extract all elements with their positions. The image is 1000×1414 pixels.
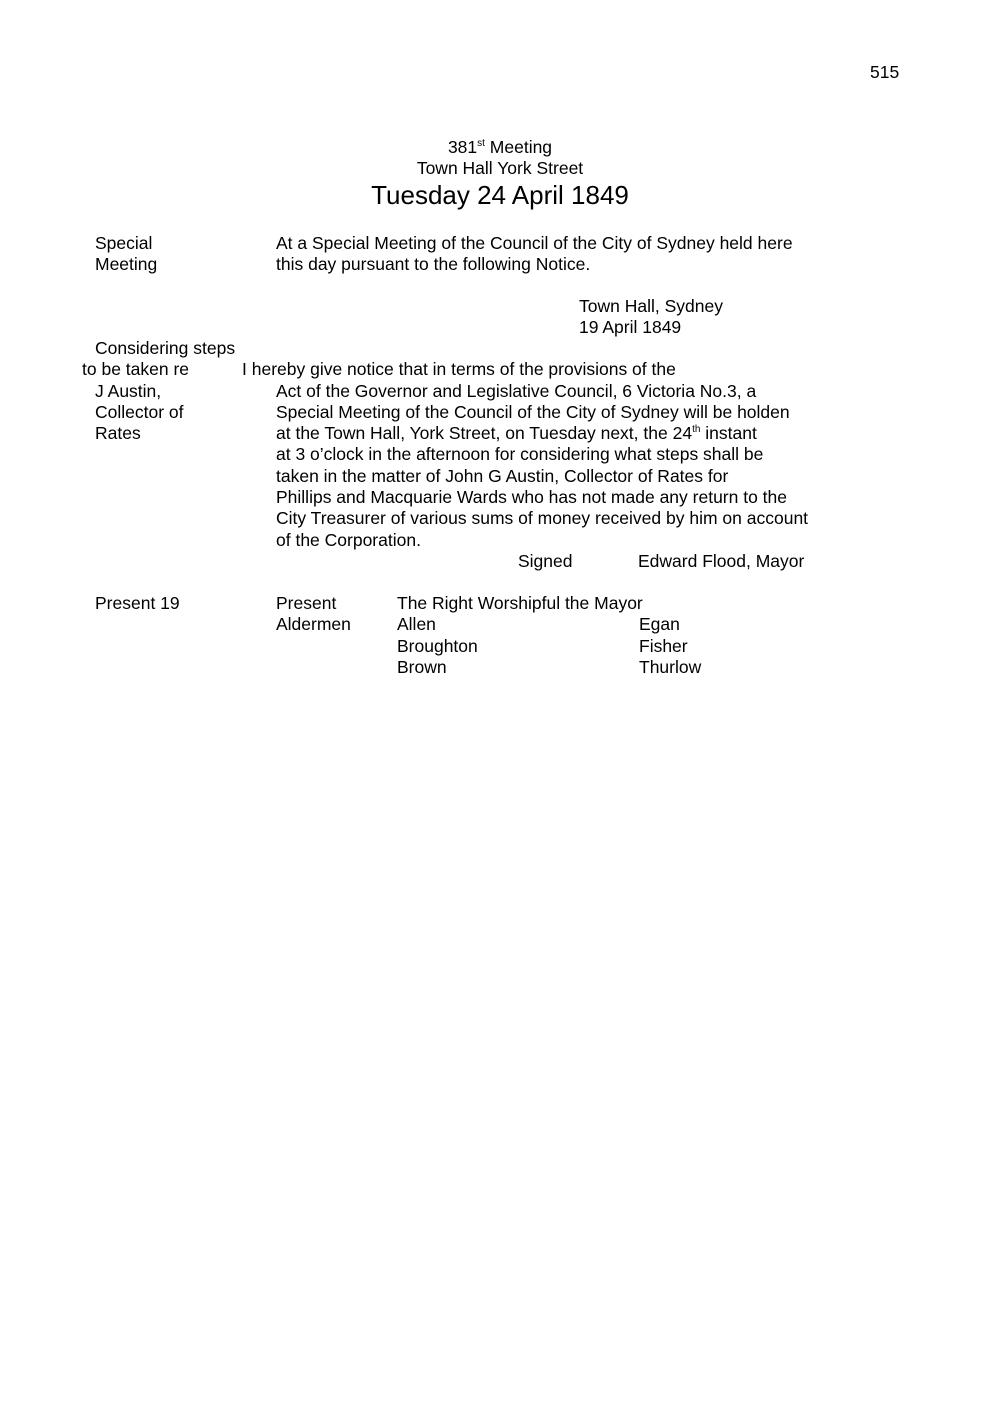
page-number: 515 [870,62,900,82]
margin-note-special-1: Special [95,233,153,253]
alderman-name: Allen [397,614,436,634]
notice-text-7: of the Corporation. [276,530,421,550]
notice-text-instant [276,423,757,444]
notice-place: Town Hall, Sydney [579,296,723,316]
margin-note-notice-3: J Austin, [95,381,162,401]
aldermen-label: Aldermen [276,614,351,634]
alderman-name: Broughton [397,636,478,656]
notice-date: 19 April 1849 [579,317,682,337]
margin-note-notice-5: Rates [95,423,141,443]
margin-note-notice-4: Collector of [95,402,184,422]
meeting-number-line [0,137,1000,158]
present-label: Present [276,593,337,613]
alderman-name: Fisher [639,636,688,656]
signed-label: Signed [518,551,573,571]
notice-text-instant-post: instant [700,423,757,443]
notice-text-instant-pre: at the Town Hall, York Street, on Tuesday next, the 24 [276,423,693,443]
meeting-venue: Town Hall York Street [416,158,584,178]
notice-text-4: taken in the matter of John G Austin, Collector of Rates for [276,466,729,486]
notice-text-3: at 3 o’clock in the afternoon for considering what steps shall be [276,444,764,464]
meeting-number: 381 [447,137,478,157]
meeting-date-title: Tuesday 24 April 1849 [371,180,629,210]
notice-text-1: Act of the Governor and Legislative Council, 6 Victoria No.3, a [276,381,757,401]
alderman-name: Egan [639,614,680,634]
alderman-name: Thurlow [639,657,702,677]
meeting-word: Meeting [484,137,553,157]
margin-note-notice-1: Considering steps [95,338,236,358]
margin-note-special-2: Meeting [95,254,158,274]
notice-text-instant-sup: th [692,424,701,435]
special-meeting-text-2: this day pursuant to the following Notice. [276,254,591,274]
signatory: Edward Flood, Mayor [638,551,805,571]
notice-text-6: City Treasurer of various sums of money received by him on account [276,508,809,528]
margin-note-present: Present 19 [95,593,180,613]
notice-text-2: Special Meeting of the Council of the City of Sydney will be holden [276,402,790,422]
mayor-attendee: The Right Worshipful the Mayor [397,593,643,613]
margin-note-notice-2: to be taken re [82,359,190,379]
special-meeting-text-1: At a Special Meeting of the Council of the City of Sydney held here [276,233,793,253]
notice-text-first: I hereby give notice that in terms of the provisions of the [242,359,676,379]
alderman-name: Brown [397,657,447,677]
notice-text-5: Phillips and Macquarie Wards who has not made any return to the [276,487,788,507]
meeting-number-suffix: st [477,138,485,149]
